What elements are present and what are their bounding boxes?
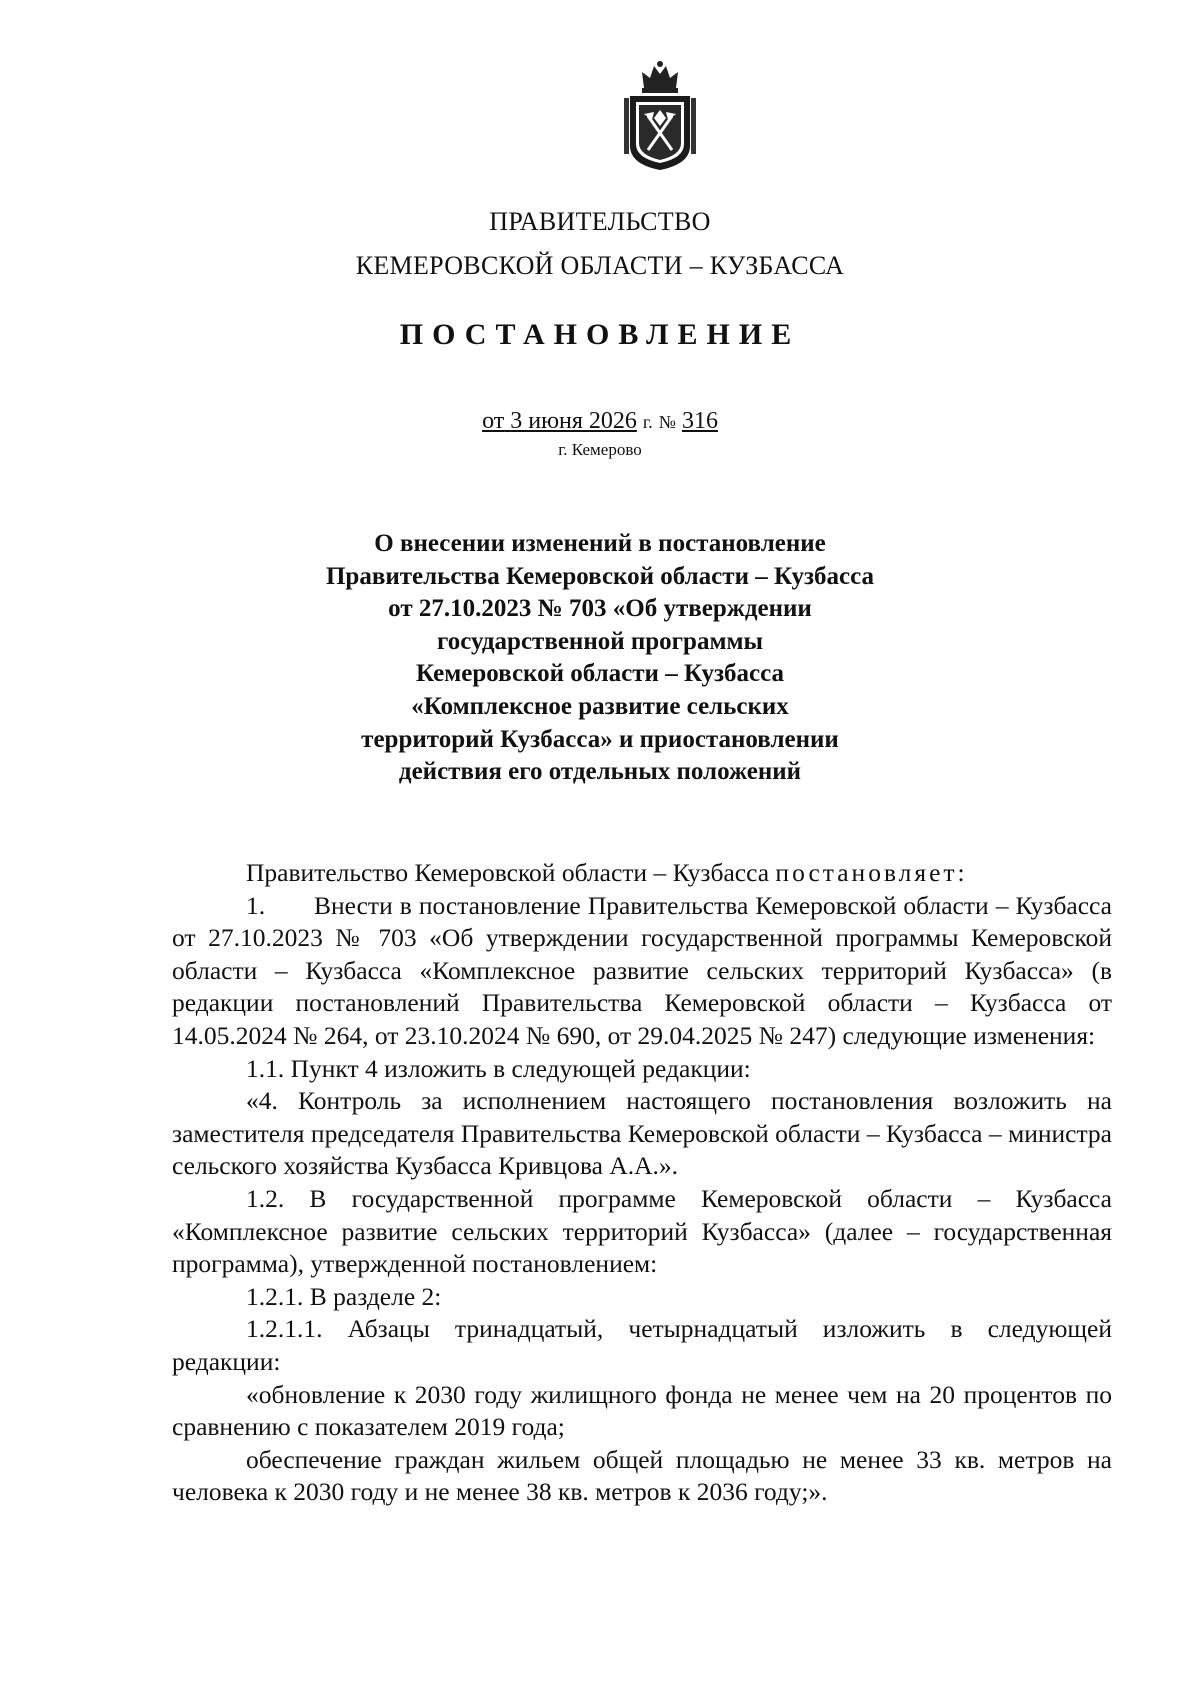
intro-paragraph <box>172 857 1112 890</box>
caption-line: Кемеровской области – Кузбасса <box>415 660 785 688</box>
caption-line: О внесении изменений в постановление <box>374 530 826 557</box>
caption-line: от 27.10.2023 № 703 «Об утверждении <box>388 595 812 623</box>
government-name-line2: КЕМЕРОВСКОЙ ОБЛАСТИ – КУЗБАССА <box>355 251 845 280</box>
caption-line: действия его отдельных положений <box>398 758 802 786</box>
year-suffix: г. <box>642 412 653 432</box>
document-type-title: ПОСТАНОВЛЕНИЕ <box>399 318 801 351</box>
item-1-number: 1. <box>246 890 266 920</box>
item-1-paragraph <box>172 890 1112 1053</box>
item-1-1-quote-paragraph: «4. Контроль за исполнением настоящего постановления возложить на заместителя председателя Правительства Кемеровской области – Кузбасса – министра сельского хозяйства Кузбасса Кривцова А.А.». <box>172 1086 1112 1181</box>
item-1-2-1-paragraph: 1.2.1. В разделе 2: <box>246 1281 442 1311</box>
caption-line: государственной программы <box>436 627 764 655</box>
item-1-2-paragraph: 1.2. В государственной программе Кемеровской области – Кузбасса «Комплексное развитие сельских территорий Кузбасса» (далее – государственная программа), утвержденной постановлением: <box>172 1183 1112 1279</box>
number-sign: № <box>658 412 676 432</box>
caption-line: территорий Кузбасса» и приостановлении <box>361 725 839 753</box>
quote-a-paragraph: «обновление к 2030 году жилищного фонда не менее чем на 20 процентов по сравнению с показателем 2019 года; <box>172 1379 1112 1442</box>
document-date: 3 июня 2026 <box>510 408 637 434</box>
date-prefix: от <box>482 408 505 434</box>
city-name: г. Кемерово <box>558 440 642 459</box>
document-body <box>172 857 1112 1509</box>
government-name-line1: ПРАВИТЕЛЬСТВО <box>489 207 711 236</box>
intro-text: Правительство Кемеровской области – Кузбасса <box>246 858 776 887</box>
kuzbass-coat-of-arms-icon <box>620 58 700 174</box>
item-1-text: Внести в постановление Правительства Кемеровской области – Кузбасса от 27.10.2023 № 703 «Об утверждении государственной программы Кемеровской области – Кузбасса «Комплексное развитие сельских территорий Кузбасса» (в редакции постановлений Правительства Кемеровской области – Кузбасса от 14.05.2024 № 264, от 23.10.2024 № 690, от 29.04.2025 № 247) следующие изменения: <box>172 890 1112 1050</box>
document-caption <box>0 528 1200 789</box>
item-1-2-1-1-paragraph: 1.2.1.1. Абзацы тринадцатый, четырнадцатый изложить в следующей редакции: <box>172 1314 1112 1376</box>
document-number: 316 <box>681 408 718 434</box>
caption-line: «Комплексное развитие сельских <box>411 692 789 720</box>
item-1-1-paragraph: 1.1. Пункт 4 изложить в следующей редакции: <box>246 1053 751 1083</box>
caption-line: Правительства Кемеровской области – Кузбасса <box>325 562 875 590</box>
date-number-line <box>0 408 1200 435</box>
intro-resolves: постановляет: <box>775 858 968 887</box>
quote-b-paragraph: обеспечение граждан жильем общей площадью не менее 33 кв. метров на человека к 2030 году и не менее 38 кв. метров к 2036 году;». <box>172 1444 1112 1507</box>
